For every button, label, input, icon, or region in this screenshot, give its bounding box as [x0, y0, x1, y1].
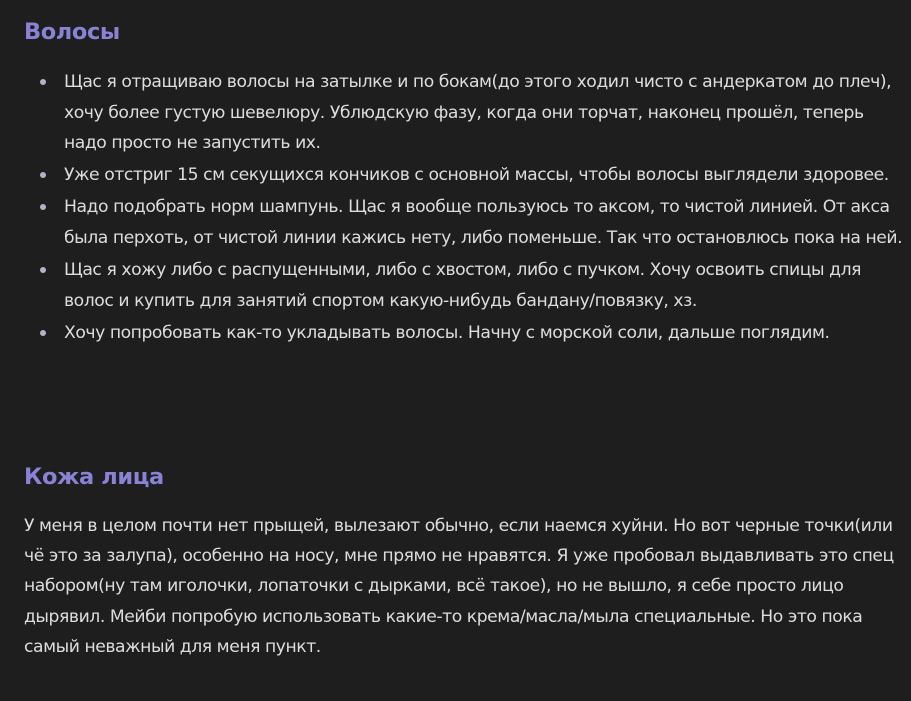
list-item — [24, 67, 904, 159]
list-item — [24, 160, 904, 191]
bullet-icon — [40, 267, 46, 273]
list-item-text: Щас я хожу либо с распущенными, либо с хвостом, либо с пучком. Хочу освоить спицы для волос и купить для занятий спортом какую-нибудь бандану/повязку, хз. — [64, 260, 862, 311]
list-item-text: Хочу попробовать как-то укладывать волосы. Начну с морской соли, дальше поглядим. — [64, 322, 830, 343]
bullet-icon — [40, 204, 46, 210]
list-item-text: Уже отстриг 15 см секущихся кончиков с основной массы, чтобы волосы выглядели здоровее. — [64, 165, 889, 186]
hair-list — [24, 67, 904, 350]
section-heading-hair: Волосы — [24, 19, 120, 45]
list-item — [24, 318, 904, 349]
list-item — [24, 255, 904, 316]
bullet-icon — [40, 172, 46, 178]
skin-paragraph: У меня в целом почти нет прыщей, вылезают обычно, если наемся хуйни. Но вот черные точки(или чё это за залупа), особенно на носу, мне прямо не нравятся. Я уже пробовал выдавливать это спец набором(ну там иголочки, лопаточки с дырками, всё такое), но не вышло, я себе просто лицо дырявил. Мейби попробую использовать какие-то крема/масла/мыла специальные. Но это пока самый неважный для меня пункт. — [24, 516, 894, 657]
bullet-icon — [40, 79, 46, 85]
section-heading-skin: Кожа лица — [24, 464, 164, 490]
list-item-text: Надо подобрать норм шампунь. Щас я вообще пользуюсь то аксом, то чистой линией. От акса была перхоть, от чистой линии кажись нету, либо поменьше. Так что остановлюсь пока на ней. — [64, 197, 903, 248]
list-item-text: Щас я отращиваю волосы на затылке и по бокам(до этого ходил чисто с андеркатом до плеч), хочу более густую шевелюру. Ублюдскую фазу, когда они торчат, наконец прошёл, теперь надо просто не запустить их. — [64, 72, 892, 154]
bullet-icon — [40, 330, 46, 336]
list-item — [24, 192, 904, 253]
